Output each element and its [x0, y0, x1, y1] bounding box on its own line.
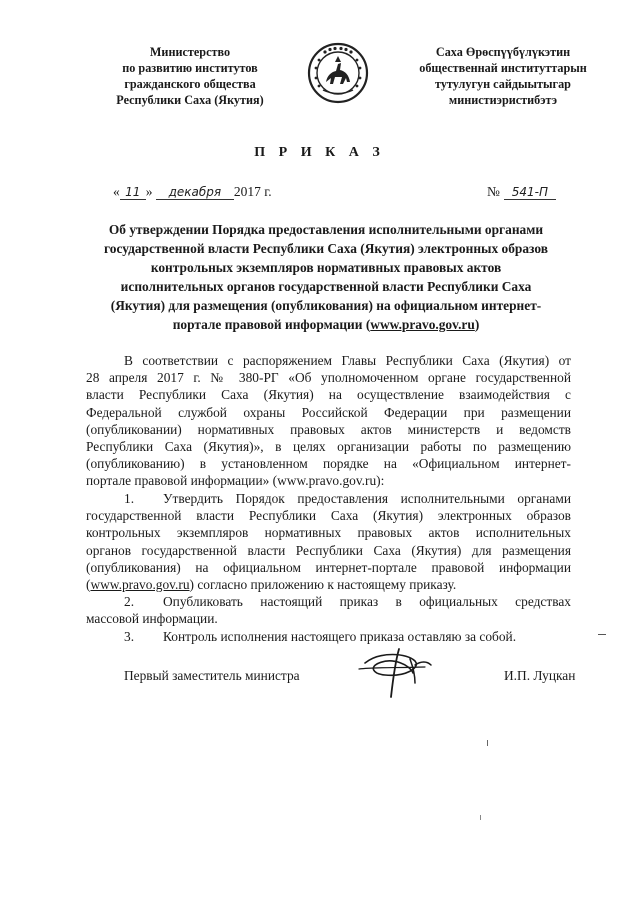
subject-link[interactable]: www.pravo.gov.ru: [370, 317, 475, 332]
date-day: 11: [120, 185, 146, 200]
list-item-2: [86, 593, 571, 627]
handwritten-signature-icon: [355, 643, 440, 701]
intro-line: В соответствии с распоряжением Главы Республики Саха (Якутия) от: [124, 353, 571, 368]
date-month: декабря: [156, 185, 234, 200]
item1-line: контрольных экземпляров нормативных правовых актов исполнительных: [86, 525, 571, 541]
intro-line: (опубликованию) в установленном порядке на «Официальном интернет-: [86, 456, 571, 472]
header-ministry-sakha: [403, 44, 603, 108]
header-left-line: Республики Саха (Якутия): [116, 93, 264, 107]
order-subject: [86, 220, 566, 334]
subject-last-prefix: портале правовой информации (: [172, 317, 371, 332]
header-right-line: Саха Өрөспүүбүлүкэтин: [435, 45, 571, 59]
header-ministry-ru: [95, 44, 285, 108]
date-open-quote: «: [113, 184, 120, 199]
header-left-line: гражданского общества: [124, 77, 256, 91]
intro-line: (опубликовании) нормативных правовых актов министерств и ведомств: [86, 421, 571, 437]
order-number: [487, 184, 556, 200]
header-right-line: министиэристибэтэ: [448, 93, 558, 107]
scan-mark: [480, 815, 481, 820]
item2-line: Опубликовать настоящий приказ в официальных средствах: [163, 594, 571, 609]
item3-text: Контроль исполнения настоящего приказа оставляю за собой.: [163, 629, 517, 644]
subject-line: (Якутия) для размещения (опубликования) на официальном интернет-: [110, 298, 542, 313]
number-value: 541-П: [504, 185, 556, 200]
item1-line: (опубликования) на официальном интернет-портале правовой информации: [86, 559, 571, 575]
item1-first-line: [86, 490, 571, 507]
header-right-line: тутулугун сайдыытыгар: [435, 77, 571, 91]
subject-line: контрольных экземпляров нормативных правовых актов: [150, 260, 502, 275]
signatory-name: И.П. Луцкан: [504, 668, 576, 683]
intro-line: Республики Саха (Якутия)», в целях организации работы по размещению: [86, 438, 571, 454]
scan-mark: [487, 740, 488, 746]
header-left-line: Министерство: [149, 45, 231, 59]
intro-line: портале правовой информации» (www.pravo.gov.ru):: [86, 473, 385, 489]
item2-number: 2.: [124, 594, 135, 609]
intro-line: 28 апреля 2017 г. № 380-РГ «Об уполномоченном органе государственной: [86, 370, 571, 386]
item2-first-line: [86, 593, 571, 610]
subject-line-last: [86, 315, 566, 334]
item1-link[interactable]: www.pravo.gov.ru: [90, 576, 190, 592]
date-close-quote: »: [145, 184, 153, 199]
item2-line: массовой информации.: [86, 611, 218, 627]
item1-line-last: [86, 576, 571, 593]
subject-last-suffix: ): [474, 317, 480, 332]
header-left-line: по развитию институтов: [122, 61, 258, 75]
coat-of-arms-emblem-icon: [305, 40, 371, 106]
date-year: 2017 г.: [233, 184, 272, 199]
list-item-3: [86, 628, 571, 645]
document-title: П Р И К А З: [254, 145, 385, 160]
order-date: [113, 184, 272, 200]
list-item-1: [86, 490, 571, 593]
signatory-position: Первый заместитель министра: [124, 668, 300, 683]
subject-line: Об утверждении Порядка предоставления исполнительными органами: [108, 222, 544, 237]
item1-last-suffix: ) согласно приложению к настоящему приказу.: [189, 576, 457, 592]
item3-line: [86, 628, 571, 645]
scan-mark: [598, 634, 606, 635]
intro-line: власти Республики Саха (Якутия) на осуществление взаимодействия с: [86, 387, 571, 403]
item1-line: Утвердить Порядок предоставления исполнительными органами: [163, 491, 571, 506]
item1-line: органов государственной власти Республики Саха (Якутия) для размещения: [86, 542, 571, 558]
intro-line: Федеральной службой охраны Российской Федерации при размещении: [86, 404, 571, 420]
item1-last-open: (: [86, 576, 91, 592]
subject-line: государственной власти Республики Саха (Якутия) электронных образов: [104, 241, 548, 256]
number-sign: №: [487, 184, 500, 199]
item1-number: 1.: [124, 491, 135, 506]
subject-line: исполнительных органов государственной власти Республики Саха: [120, 279, 532, 294]
intro-paragraph: [86, 352, 571, 490]
item3-number: 3.: [124, 629, 135, 644]
item1-line: государственной власти Республики Саха (Якутия) электронных образов: [86, 508, 571, 524]
header-right-line: общественнай институттарын: [419, 61, 587, 75]
